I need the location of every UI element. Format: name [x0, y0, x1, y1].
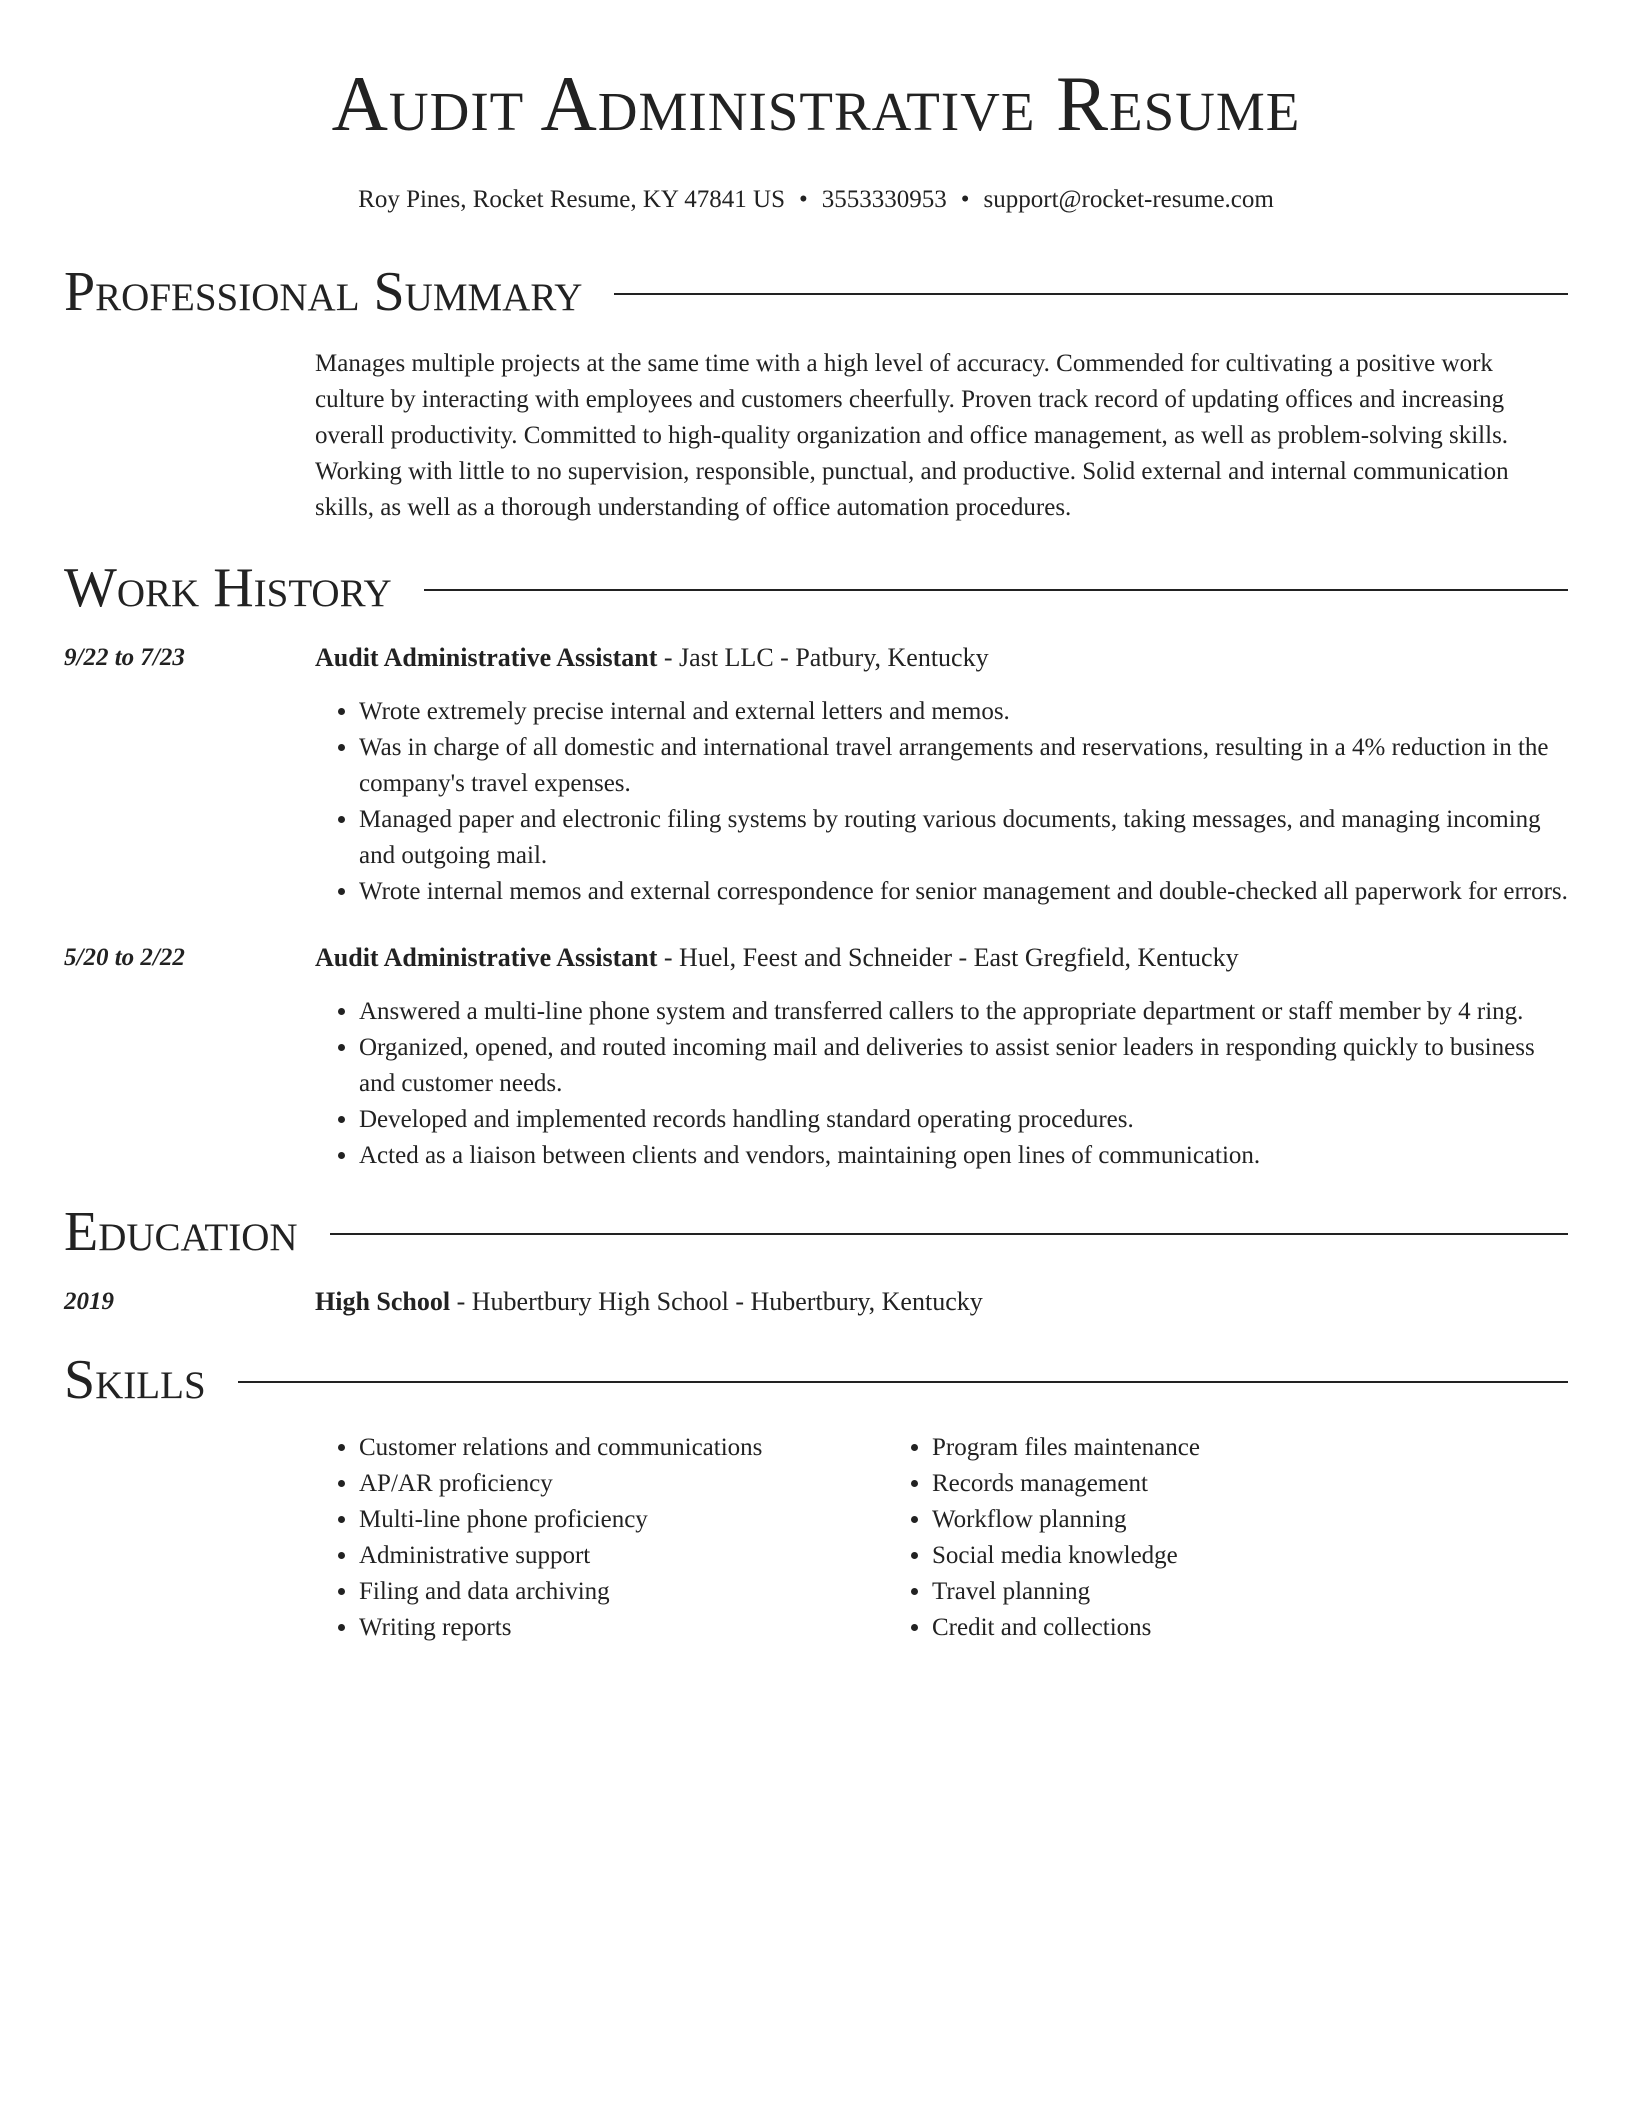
- job-duty: • Wrote extremely precise internal and external letters and memos.: [359, 694, 1568, 730]
- education-details: - Hubertbury High School - Hubertbury, Kentucky: [450, 1287, 983, 1316]
- education-body: [315, 1284, 1568, 1320]
- skills-list-right: [888, 1430, 1461, 1646]
- skills-spacer: [64, 1430, 315, 1646]
- skill-item: • Filing and data archiving: [359, 1574, 888, 1610]
- section-divider: [238, 1381, 1568, 1383]
- contact-phone: 3553330953: [821, 186, 947, 213]
- skill-item: • Records management: [932, 1466, 1461, 1502]
- job-body: [315, 940, 1568, 1174]
- work-heading: Work History: [64, 557, 392, 619]
- contact-separator: •: [799, 186, 808, 213]
- education-degree: High School: [315, 1287, 451, 1316]
- skill-item: • Multi-line phone proficiency: [359, 1502, 888, 1538]
- skill-item: • Credit and collections: [932, 1610, 1461, 1646]
- summary-text: Manages multiple projects at the same time with a high level of accuracy. Commended for cultivating a positive work culture by interacting with employees and customers cheerfully. Proven track record of updating offices and increasing overall productivity. Committed to high-quality organization and office management, as well as problem-solving skills. Working with little to no supervision, responsible, punctual, and productive. Solid external and internal communication skills, as well as a thorough understanding of office automation procedures.: [315, 350, 1509, 521]
- contact-address: Roy Pines, Rocket Resume, KY 47841 US: [358, 186, 785, 213]
- summary-spacer: [64, 346, 315, 526]
- skill-item: • Social media knowledge: [932, 1538, 1461, 1574]
- work-section-header: [64, 556, 1568, 620]
- education-section-header: [64, 1200, 1568, 1264]
- job-title-line: [315, 640, 1568, 676]
- job-duty: • Answered a multi-line phone system and transferred callers to the appropriate department or staff member by 4 ring.: [359, 994, 1568, 1030]
- job-details: - Jast LLC - Patbury, Kentucky: [657, 643, 989, 672]
- skills-body: [315, 1430, 1568, 1646]
- job-title: Audit Administrative Assistant: [315, 943, 658, 972]
- job-duty: • Was in charge of all domestic and international travel arrangements and reservations, resulting in a 4% reduction in the company's travel expenses.: [359, 730, 1568, 802]
- job-duty: • Wrote internal memos and external correspondence for senior management and double-checked all paperwork for errors.: [359, 874, 1568, 910]
- job-dates: 5/20 to 2/22: [64, 944, 185, 971]
- job-body: [315, 640, 1568, 910]
- contact-email: support@rocket-resume.com: [983, 186, 1274, 213]
- section-divider: [330, 1233, 1568, 1235]
- job-duty: • Acted as a liaison between clients and vendors, maintaining open lines of communication.: [359, 1138, 1568, 1174]
- summary-heading: Professional Summary: [64, 261, 583, 323]
- contact-separator: •: [960, 186, 970, 213]
- education-entry: [64, 1284, 1568, 1320]
- skill-item: • Travel planning: [932, 1574, 1461, 1610]
- job-details: - Huel, Feest and Schneider - East Gregfield, Kentucky: [657, 943, 1239, 972]
- contact-line: [64, 184, 1568, 216]
- job-duty: • Developed and implemented records handling standard operating procedures.: [359, 1102, 1568, 1138]
- education-year: 2019: [64, 1288, 114, 1315]
- skill-item: • Writing reports: [359, 1610, 888, 1646]
- summary-row: [64, 346, 1568, 526]
- section-divider: [424, 589, 1568, 591]
- job-title-line: [315, 940, 1568, 976]
- job-entry: [64, 940, 1568, 1174]
- job-dates: 9/22 to 7/23: [64, 644, 185, 671]
- education-heading: Education: [64, 1201, 298, 1263]
- skill-item: • Customer relations and communications: [359, 1430, 888, 1466]
- job-duties-list: [315, 694, 1568, 910]
- skills-section-header: [64, 1348, 1568, 1412]
- summary-section-header: [64, 260, 1568, 324]
- job-entry: [64, 640, 1568, 910]
- job-duties-list: [315, 994, 1568, 1174]
- skill-item: • AP/AR proficiency: [359, 1466, 888, 1502]
- skill-item: • Workflow planning: [932, 1502, 1461, 1538]
- skills-row: [64, 1430, 1568, 1646]
- job-duty: • Managed paper and electronic filing systems by routing various documents, taking messages, and managing incoming and outgoing mail.: [359, 802, 1568, 874]
- skills-list-left: [315, 1430, 888, 1646]
- skills-grid: [315, 1430, 1568, 1646]
- skill-item: • Program files maintenance: [932, 1430, 1461, 1466]
- resume-page: [64, 0, 1568, 1646]
- job-title: Audit Administrative Assistant: [315, 643, 658, 672]
- job-duty: • Organized, opened, and routed incoming mail and deliveries to assist senior leaders in responding quickly to business and customer needs.: [359, 1030, 1568, 1102]
- skill-item: • Administrative support: [359, 1538, 888, 1574]
- section-divider: [614, 293, 1568, 295]
- resume-title: Audit Administrative Resume: [331, 60, 1301, 147]
- skills-heading: Skills: [64, 1349, 206, 1411]
